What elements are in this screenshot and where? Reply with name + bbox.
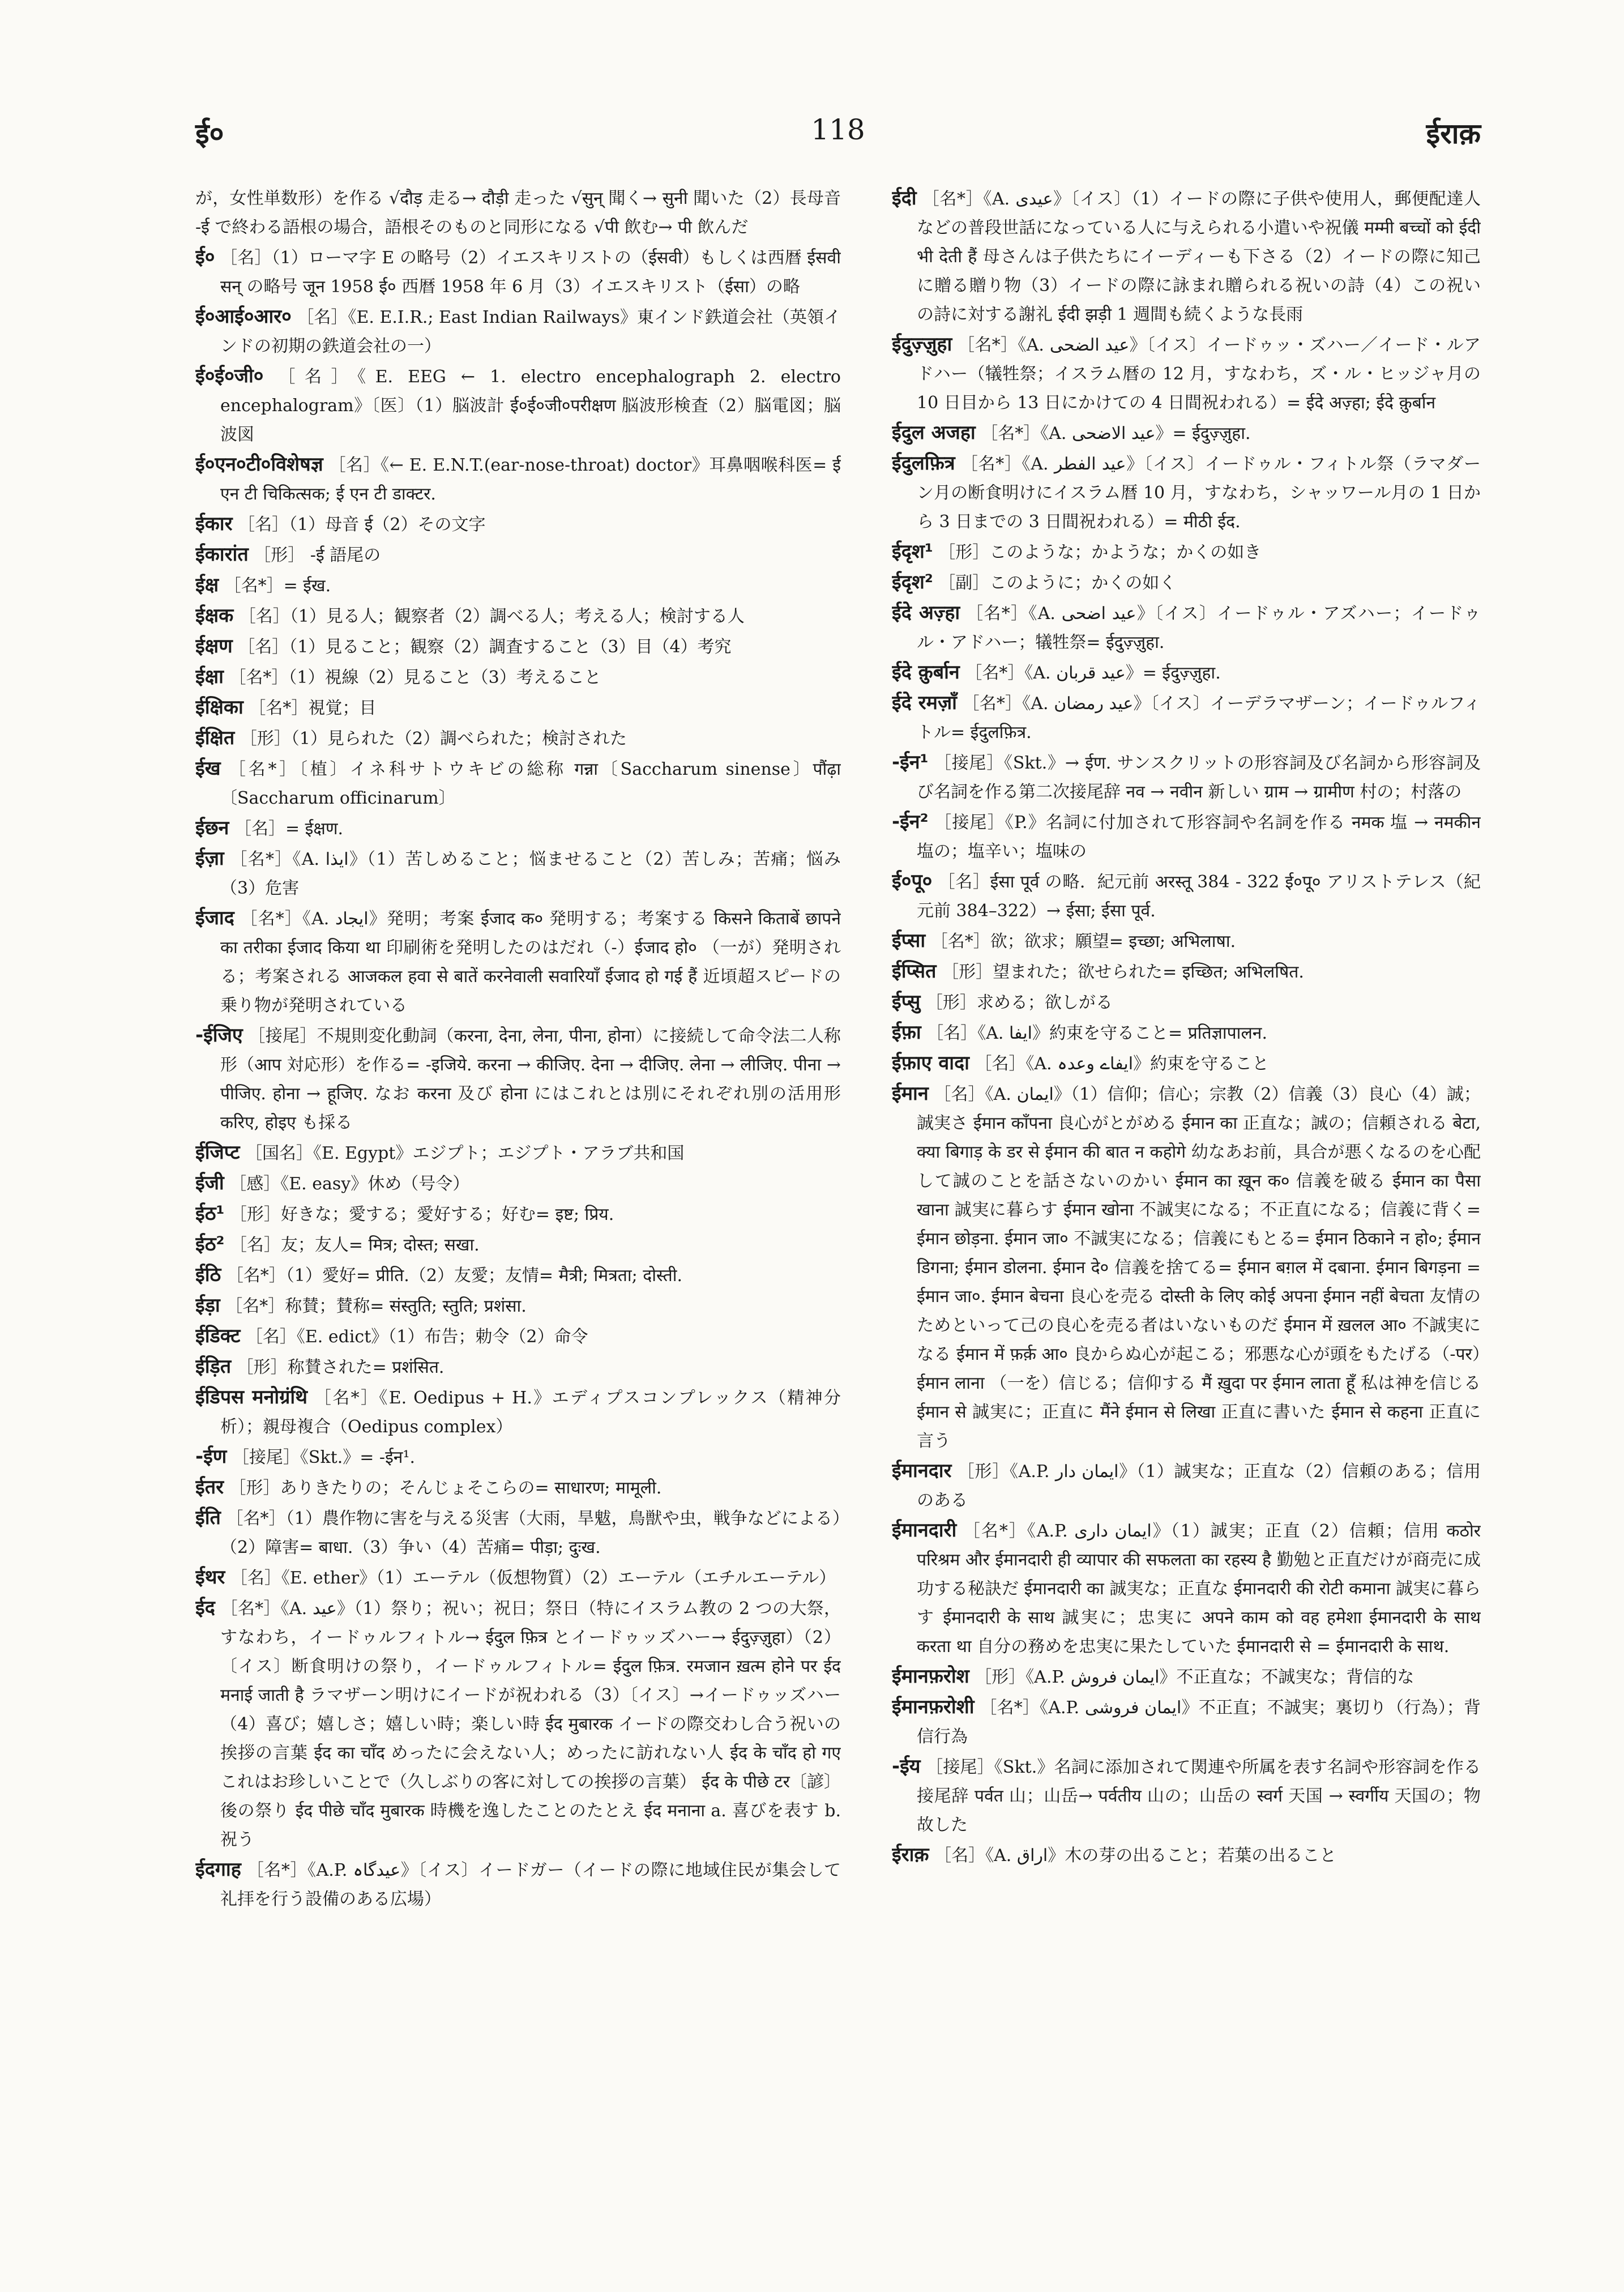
entry-definition: ［接尾］《Skt.》→ ईण. サンスクリットの形容詞及び名詞から形容詞及び名詞を作る第二次接尾辞 नव → नवीन 新しい ग्राम → ग्रामीण 村の；村落の	[917, 753, 1481, 802]
left-column	[195, 184, 841, 2251]
entry-headword: ईप्सा	[892, 929, 926, 952]
entry-definition: ［名*］《A. ایجاد》発明；考案 ईजाद क० 発明する；考案する किसने किताबें छापने का तरीका ईजाद किया था 印刷術を発明したのはだれ（-）ईजाद हो० （一が）発明される；考案される आजकल हवा से बातें करनेवाली सवारियाँ ईजाद हो गई हैं 近頃超スピードの乗り物が発明されている	[220, 909, 841, 1015]
entry-definition: ［接尾］《Skt.》名詞に添加されて関連や所属を表す名詞や形容詞を作る接尾辞 पर्वत 山；山岳→ पर्वतीय 山の；山岳の स्वर्ग 天国 → स्वर्गीय 天国の；物故した	[917, 1757, 1481, 1835]
entry-headword: -ईजिए	[195, 1024, 243, 1047]
entry-headword: ईजाद	[195, 907, 234, 929]
entry-headword: ईक्ष	[195, 574, 219, 596]
entry-definition: ［名*］視覚；目	[249, 698, 377, 718]
dictionary-entry	[892, 1516, 1481, 1661]
dictionary-entry	[892, 537, 1481, 567]
entry-definition: ［形］求める；欲しがる	[925, 993, 1113, 1013]
entry-definition: ［名］（1）見る人；観察者（2）調べる人；考える人；検討する人	[238, 607, 745, 626]
dictionary-entry	[195, 1230, 841, 1260]
entry-headword: ईद	[195, 1597, 215, 1619]
entry-definition: ［名*］《A. عید الفطر》〔イス〕イードゥル・フィトル祭（ラマダーン月の断食明けにイスラム暦 10 月，すなわち，シャッワール月の 1 日から 3 日までの 3 日間祝われる）= मीठी ईद.	[917, 454, 1481, 532]
entry-definition: ［形］好きな；愛する；愛好する；好む= इष्ट; प्रिय.	[229, 1205, 614, 1224]
entry-headword: ईदगाह	[195, 1858, 241, 1881]
entry-headword: ईडिक्ट	[195, 1325, 241, 1347]
dictionary-entry	[195, 571, 841, 600]
dictionary-entry	[195, 1322, 841, 1351]
dictionary-entry	[892, 599, 1481, 657]
entry-headword: ईदुलफ़ित्र	[892, 452, 955, 475]
entry-definition: ［名*］称賛；賛称= संस्तुति; स्तुति; प्रशंसा.	[225, 1296, 527, 1316]
dictionary-entry	[195, 1594, 841, 1854]
dictionary-entry	[195, 1473, 841, 1503]
header-left-guide-word: ई०	[195, 117, 224, 150]
entry-headword: -ईय	[892, 1755, 921, 1778]
entry-headword: ईदे क़ुर्बान	[892, 661, 960, 684]
entry-headword: ईफ़ा	[892, 1021, 921, 1044]
entry-headword: ईछन	[195, 817, 229, 839]
entry-definition: ［形］このような；かような；かくの如き	[938, 543, 1262, 562]
dictionary-entry	[195, 362, 841, 449]
entry-definition: ［形］ -ई 語尾の	[254, 545, 381, 565]
entry-definition: ［名*］（1）農作物に害を与える災害（大雨，旱魃，鳥獣や虫，戦争などによる）（2）障害= बाधा.（3）争い（4）苦痛= पीड़ा; दुःख.	[220, 1509, 841, 1557]
entry-definition: ［名］《A. اراق》木の芽の出ること；若葉の出ること	[934, 1846, 1337, 1866]
entry-headword: ईतर	[195, 1476, 224, 1499]
dictionary-entry	[195, 844, 841, 903]
entry-headword: ईथर	[195, 1566, 225, 1589]
entry-headword: ईकार	[195, 513, 233, 535]
dictionary-entry	[892, 957, 1481, 987]
entry-definition: が，女性単数形）を作る √दौड़ 走る→ दौड़ी 走った √सुन् 聞く→ सुनी 聞いた（2）長母音 -ई で終わる語根の場合，語根そのものと同形になる √पी 飲む→ पी 飲んだ	[195, 189, 841, 237]
dictionary-entry	[892, 449, 1481, 536]
entry-definition: ［名*］《A. عید الاضحی》= ईदुज़्ज़ुहा.	[981, 424, 1251, 443]
entry-headword: ईदी	[892, 187, 917, 210]
dictionary-entry	[195, 814, 841, 843]
entry-definition: ［名］《A. ایفاے وعدہ》約束を守ること	[975, 1054, 1270, 1074]
entry-definition: ［名］《A. ایفا》約束を守ること= प्रतिज्ञापालन.	[926, 1023, 1267, 1043]
dictionary-entry	[892, 1018, 1481, 1048]
entry-definition: ［名*］《A. عید رمضان》〔イス〕イーデラマザーン；イードゥルフィトル= ईदुलफ़ित्र.	[917, 694, 1481, 742]
entry-definition: ［名*］《A. عید》（1）祭り；祝い；祝日；祭日（特にイスラム教の 2 つの大祭，すなわち，イードゥルフィトル→ ईदुल फ़ित्र とイードゥッズハー→ ईदुज़्ज़ुहा）（2）〔イス〕断食明けの祭り，イードゥルフィトル= ईदुल फ़ित्र. रमजान ख़त्म होने पर ईद मनाई जाती है ラマザーン明けにイードが祝われる（3）〔イス〕→イードゥッズハー（4）喜び；嬉しさ；嬉しい時；楽しい時 ईद मुबारक イードの際交わし合う祝いの挨拶の言葉 ईद का चाँद めったに会えない人；めったに訪れない人 ईद के चाँद हो गए これはお珍しいことで（久しぶりの客に対しての挨拶の言葉） ईद के पीछे टर〔諺〕後の祭り ईद पीछे चाँद मुबारक 時機を逸したことのたとえ ईद मनाना a. 喜びを表す b. 祝う	[220, 1599, 841, 1850]
entry-headword: ईठि	[195, 1264, 221, 1286]
entry-headword: ईक्षक	[195, 604, 234, 627]
dictionary-entry	[892, 867, 1481, 925]
entry-definition: ［名*］《A. عیدی》〔イス〕（1）イードの際に子供や使用人，郵便配達人などの普段世話になっている人に与えられる小遣いや祝儀 मम्मी बच्चों को ईदी भी देती हैं 母さんは子供たちにイーディーも下さる（2）イードの際に知己に贈る贈り物（3）イードの際に詠まれ贈られる祝いの詩（4）この祝いの詩に対する謝礼 ईदी झड़ी 1 週間も続くような長雨	[917, 189, 1481, 325]
dictionary-entry	[892, 1079, 1481, 1456]
dictionary-entry	[195, 1352, 841, 1382]
dictionary-entry	[195, 450, 841, 509]
entry-definition: ［名］《E. EEG ← 1. electro encephalograph 2. electro encephalogram》〔医〕（1）脳波計 ई०ई०जी०परीक्षण 脳波形検査（2）脳電図；脳波図	[220, 367, 841, 445]
dictionary-entry	[195, 1383, 841, 1441]
entry-definition: ［名*］= ईख.	[224, 576, 331, 596]
entry-definition: ［名*］《E. Oedipus + H.》エディプスコンプレックス（精神分析）；親母複合（Oedipus complex）	[220, 1388, 841, 1437]
entry-headword: ईदुज़्ज़ुहा	[892, 333, 952, 356]
page-header	[195, 113, 1481, 159]
dictionary-entry	[195, 1261, 841, 1290]
entry-definition: ［名］（1）見ること；観察（2）調査すること（3）目（4）考究	[238, 637, 732, 657]
entry-headword: ईप्सित	[892, 960, 937, 983]
entry-definition: ［名*］《A. ایذا》（1）苦しめること；悩ませること（2）苦しみ；苦痛；悩み（3）危害	[220, 850, 841, 898]
entry-headword: ईति	[195, 1506, 221, 1529]
dictionary-entry	[195, 632, 841, 661]
dictionary-entry	[195, 663, 841, 692]
entry-headword: ईमान	[892, 1082, 929, 1105]
entry-definition: ［名］《E. ether》（1）エーテル（仮想物質）（2）エーテル（エチルエーテル）	[230, 1568, 836, 1588]
entry-headword: ईठ²	[195, 1233, 225, 1256]
entry-headword: ईराक़	[892, 1843, 929, 1866]
entry-definition: ［名*］欲；欲求；願望= इच्छा; अभिलाषा.	[930, 932, 1236, 951]
entry-definition: ［感］《E. easy》休め（号令）	[229, 1174, 470, 1194]
entry-definition: ［国名］《E. Egypt》エジプト；エジプト・アラブ共和国	[245, 1143, 685, 1163]
entry-definition: ［形］ありきたりの；そんじょそこらの= साधारण; मामूली.	[229, 1478, 662, 1498]
entry-headword: ई०ई०जी०	[195, 365, 264, 387]
entry-headword: ईजिप्ट	[195, 1141, 240, 1164]
dictionary-entry	[892, 658, 1481, 688]
dictionary-entry	[195, 540, 841, 570]
entry-headword: ईमानफ़रोशी	[892, 1696, 975, 1718]
dictionary-entry	[892, 927, 1481, 956]
dictionary-entry	[892, 988, 1481, 1017]
entry-headword: ईकारांत	[195, 543, 249, 566]
dictionary-entry	[195, 724, 841, 753]
entry-definition: ［名*］《A. عید قربان》= ईदुज़्ज़ुहा.	[965, 663, 1221, 683]
entry-headword: ईदे अज़्हा	[892, 601, 960, 624]
entry-headword: ईदृश²	[892, 571, 933, 594]
dictionary-entry	[892, 568, 1481, 597]
entry-headword: ईख	[195, 757, 221, 780]
entry-headword: ईठ¹	[195, 1202, 225, 1225]
entry-definition: ［形］称賛された= प्रशंसित.	[236, 1358, 445, 1377]
dictionary-entry	[195, 184, 841, 242]
entry-headword: ईप्सु	[892, 991, 921, 1013]
dictionary-entry	[195, 1291, 841, 1321]
entry-definition: ［名］《A. ایمان》（1）信仰；信心；宗教（2）信義（3）良心（4）誠；誠実さ ईमान काँपना 良心がとがめる ईमान का 正直な；誠の；信頼される बेटा, क्या बिगाड़ के डर से ईमान की बात न कहोगे 幼なあお前，具合が悪くなるのを心配して誠のことを話さないのかい ईमान का ख़ून क० 信義を破る ईमान का पैसा खाना 誠実に暮らす ईमान खोना 不誠実になる；不正直になる；信義に背く= ईमान छोड़ना. ईमान जा० 不誠実になる；信義にもとる= ईमान ठिकाने न हो०; ईमान डिगना; ईमान डोलना. ईमान दे० 信義を捨てる= ईमान बग़ल में दबाना. ईमान बिगड़ना = ईमान जा०. ईमान बेचना 良心を売る दोस्ती के लिए कोई अपना ईमान नहीं बेचता 友情のためといって己の良心を売る者はいないものだ ईमान में ख़लल आ० 不誠実になる ईमान में फ़र्क़ आ० 良からぬ心が起こる；邪悪な心が頭をもたげる（-पर）ईमान लाना （一を）信じる；信仰する मैं ख़ुदा पर ईमान लाता हूँ 私は神を信じる ईमान से 誠実に；正直に मैंने ईमान से लिखा 正直に書いた ईमान से कहना 正直に言う	[917, 1085, 1481, 1451]
entry-definition: ［接尾］《Skt.》= -ईन¹.	[232, 1448, 416, 1467]
dictionary-entry	[195, 1200, 841, 1229]
entry-definition: ［名］（1）ローマ字 E の略号（2）イエスキリストの（ईसवी）もしくは西暦 ईसवी सन् の略号 जून 1958 ई० 西暦 1958 年 6 月（3）イエスキリスト（ईसा）の略	[220, 248, 841, 297]
entry-headword: ईदुल अजहा	[892, 421, 976, 444]
entry-headword: ईक्षित	[195, 727, 235, 749]
dictionary-entry	[195, 243, 841, 301]
entry-definition: ［形］《A.P. ایمان دار》（1）誠実な；正直な（2）信頼のある；信用のある	[917, 1462, 1481, 1510]
dictionary-entry	[195, 601, 841, 631]
entry-definition: ［名*］〔植〕イネ科サトウキビの総称 गन्ना〔Saccharum sinense〕पौंढ़ा〔Saccharum officinarum〕	[220, 759, 841, 808]
entry-definition: ［名*］《A.P. ایمان داری》（1）誠実；正直（2）信頼；信用 कठोर परिश्रम और ईमानदारी ही व्यापार की सफलता का रहस्य है 勤勉と正直だけが商売に成功する秘訣だ ईमानदारी का 誠実な；正直な ईमानदारी की रोटी कमाना 誠実に暮らす ईमानदारी के साथ 誠実に；忠実に अपने काम को वह हमेशा ईमानदारी के साथ करता था 自分の務めを忠実に果たしていた ईमानदारी से = ईमानदारी के साथ.	[917, 1521, 1481, 1657]
entry-headword: ईदृश¹	[892, 540, 933, 563]
entry-definition: ［形］（1）見られた（2）調べられた；検討された	[240, 729, 627, 749]
entry-definition: ［名*］（1）愛好= प्रीति.（2）友愛；友情= मैत्री; मित्रता; दोस्ती.	[226, 1266, 683, 1286]
entry-headword: ई०	[195, 246, 215, 268]
entry-definition: ［名*］《A. عید الضحی》〔イス〕イードゥッ・ズハー／イード・ルアドハー（犠牲祭；イスラム暦の 12 月，すなわち，ズ・ル・ヒッジャ月の 10 日目から 13 日にかけての 4 日間祝われる）= ईदे अज़्हा; ईदे क़ुर्बान	[917, 335, 1481, 413]
dictionary-entry	[195, 1563, 841, 1593]
entry-definition: ［接尾］《P.》名詞に付加されて形容詞や名詞を作る नमक 塩 → नमकीन 塩の；塩辛い；塩味の	[917, 813, 1481, 861]
entry-definition: ［名］ईसा पूर्व の略．紀元前 अरस्तू 384 - 322 ई०पू० アリストテレス（紀元前 384–322）→ ईसा; ईसा पूर्व.	[917, 872, 1481, 921]
dictionary-entry	[892, 184, 1481, 329]
entry-headword: ईक्षण	[195, 635, 233, 658]
entry-definition: ［接尾］不規則変化動詞（करना, देना, लेना, पीना, होना）に接続して命令法二人称形（आप 対応形）を作る= -इजिये. करना → कीजिए. देना → दीजिए. लेना → लीजिए. पीना → पीजिए. होना → हूजिए. なお करना 及び होना にはこれとは別にそれぞれ別の活用形 करिए, होइए も採る	[220, 1026, 841, 1133]
dictionary-entry	[195, 1138, 841, 1168]
entry-headword: ईदे रमज़ाँ	[892, 692, 957, 714]
entry-headword: ईमानफ़रोश	[892, 1665, 969, 1688]
entry-headword: ईड़ा	[195, 1294, 220, 1317]
entry-headword: ई०आई०आर०	[195, 305, 292, 328]
dictionary-entry	[892, 1049, 1481, 1078]
dictionary-entry	[195, 1504, 841, 1562]
entry-headword: ईड़ित	[195, 1355, 232, 1378]
entry-definition: ［形］望まれた；欲せられた= इच्छित; अभिलषित.	[942, 962, 1304, 982]
dictionary-entry	[195, 302, 841, 361]
header-right-guide-word: ईराक़	[1426, 117, 1481, 150]
dictionary-entry	[195, 510, 841, 539]
dictionary-entry	[892, 1693, 1481, 1751]
entry-definition: ［形］《A.P. ایمان فروش》不正直な；不誠実な；背信的な	[975, 1667, 1414, 1687]
dictionary-entry	[892, 1662, 1481, 1692]
entry-headword: ईमानदारी	[892, 1519, 957, 1542]
right-column	[892, 184, 1481, 2251]
dictionary-entry	[195, 1442, 841, 1472]
entry-headword: ईडिपस मनोग्रंथि	[195, 1386, 307, 1409]
entry-definition: ［名］《← E. E.N.T.(ear-nose-throat) doctor》耳鼻咽喉科医= ई एन टी चिकित्सक; ई एन टी डाक्टर.	[220, 455, 841, 504]
entry-headword: ईक्षा	[195, 665, 224, 688]
entry-headword: ईज़ा	[195, 847, 224, 870]
entry-definition: ［名*］《A. عید اضحی》〔イス〕イードゥル・アズハー；イードゥル・アドハー；犠牲祭= ईदुज़्ज़ुहा.	[917, 604, 1481, 652]
dictionary-entry	[892, 1457, 1481, 1515]
entry-definition: ［名］（1）母音 ई（2）その文字	[238, 515, 486, 535]
dictionary-entry	[195, 693, 841, 723]
dictionary-entry	[195, 754, 841, 813]
dictionary-entry	[892, 419, 1481, 448]
dictionary-entry	[195, 1169, 841, 1198]
entry-definition: ［名］《E. edict》（1）布告；勅令（2）命令	[245, 1327, 588, 1347]
dictionary-entry	[195, 1855, 841, 1914]
entry-headword: ई०एन०टी०विशेषज्ञ	[195, 453, 323, 476]
entry-headword: -ईन²	[892, 810, 929, 833]
entry-definition: ［名］《E. E.I.R.; East Indian Railways》東インド鉄道会社（英領インドの初期の鉄道会社の一）	[220, 308, 841, 356]
entry-headword: ईक्षिका	[195, 696, 243, 719]
dictionary-entry	[195, 1021, 841, 1137]
page-number: 118	[811, 113, 865, 146]
entry-headword: ई०पू०	[892, 870, 933, 893]
dictionary-entry	[892, 330, 1481, 417]
entry-headword: ईफ़ाए वादा	[892, 1052, 969, 1074]
dictionary-entry	[195, 904, 841, 1020]
entry-definition: ［名*］《A.P. ایمان فروشی》不正直；不誠実；裏切り（行為）；背信行為	[917, 1698, 1481, 1747]
entry-headword: ईजी	[195, 1172, 224, 1194]
dictionary-entry	[892, 1752, 1481, 1839]
dictionary-entry	[892, 689, 1481, 747]
entry-definition: ［名*］《A.P. عیدگاہ》〔イス〕イードガー（イードの際に地域住民が集会して礼拝を行う設備のある広場）	[220, 1860, 841, 1909]
entry-headword: -ईण	[195, 1445, 227, 1468]
entry-headword: -ईन¹	[892, 751, 929, 774]
entry-definition: ［名］= ईक्षण.	[234, 819, 344, 839]
dictionary-entry	[892, 1841, 1481, 1870]
dictionary-entry	[892, 748, 1481, 806]
entry-definition: ［副］このように；かくの如く	[938, 573, 1177, 593]
dictionary-entry	[892, 808, 1481, 866]
entry-definition: ［名］友；友人= मित्र; दोस्त; सखा.	[229, 1235, 480, 1255]
entry-headword: ईमानदार	[892, 1459, 952, 1482]
entry-definition: ［名*］（1）視線（2）見ること（3）考えること	[229, 668, 601, 688]
